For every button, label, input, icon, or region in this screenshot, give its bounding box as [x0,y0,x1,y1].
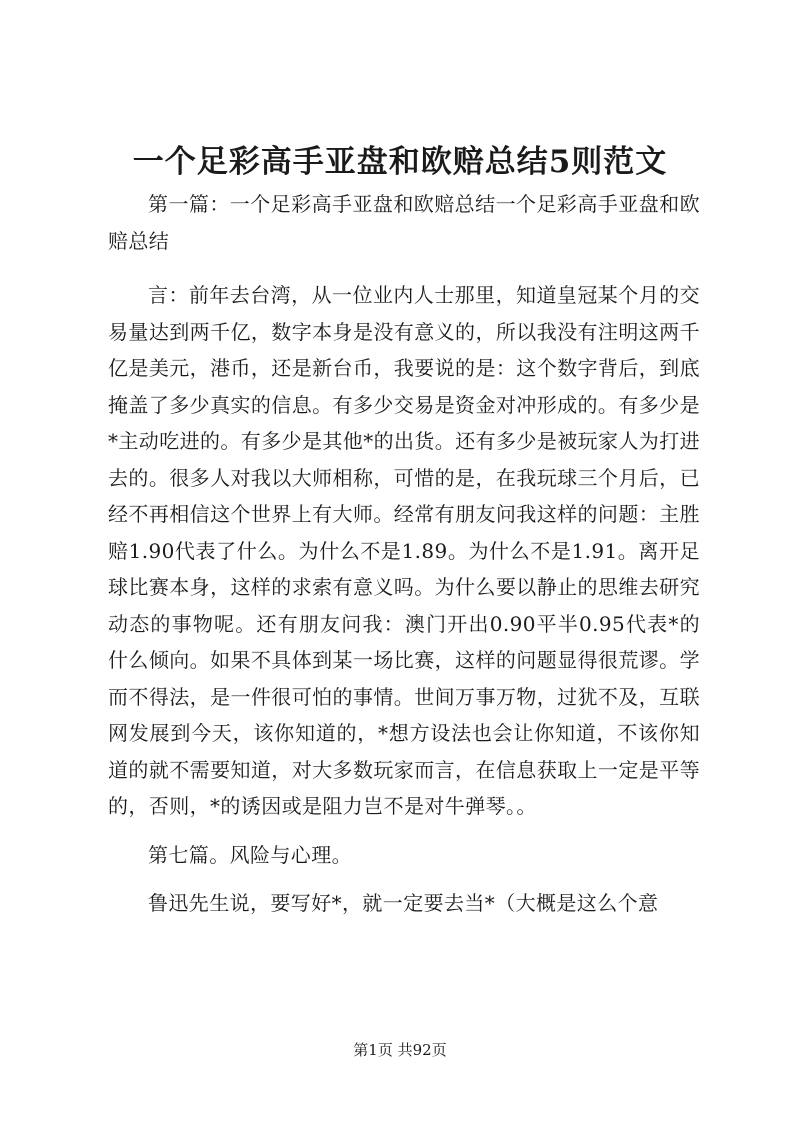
document-body [108,186,700,934]
paragraph-1: 第一篇：一个足彩高手亚盘和欧赔总结一个足彩高手亚盘和欧赔总结 [108,192,700,253]
paragraph-3: 第七篇。风险与心理。 [148,842,352,867]
page-number-footer: 第1页 共92页 [353,1041,447,1059]
document-title: 一个足彩高手亚盘和欧赔总结5则范文 [132,144,668,180]
paragraph-4: 鲁迅先生说，要写好*，就一定要去当*（大概是这么个意 [148,891,659,915]
paragraph-2: 言：前年去台湾，从一位业内人士那里，知道皇冠某个月的交易量达到两千亿，数字本身是没有意义的，所以我没有注明这两千亿是美元，港币，还是新台币，我要说的是：这个数字背后，到底掩盖了多少真实的信息。有多少交易是资金对冲形成的。有多少是*主动吃进的。有多少是其他*的出货。还有多少是被玩家人为打进去的。很多人对我以大师相称，可惜的是，在我玩球三个月后，已经不再相信这个世界上有大师。经常有朋友问我这样的问题：主胜赔1.90代表了什么。为什么不是1.89。为什么不是1.91。离开足球比赛本身，这样的求索有意义吗。为什么要以静止的思维去研究动态的事物呢。还有朋友问我：澳门开出0.90平半0.95代表*的什么倾向。如果不具体到某一场比赛，这样的问题显得很荒谬。学而不得法，是一件很可怕的事情。世间万事万物，过犹不及，互联网发展到今天，该你知道的，*想方设法也会让你知道，不该你知道的就不需要知道，对大多数玩家而言，在信息获取上一定是平等的，否则，*的诱因或是阻力岂不是对牛弹琴。。 [108,283,700,818]
